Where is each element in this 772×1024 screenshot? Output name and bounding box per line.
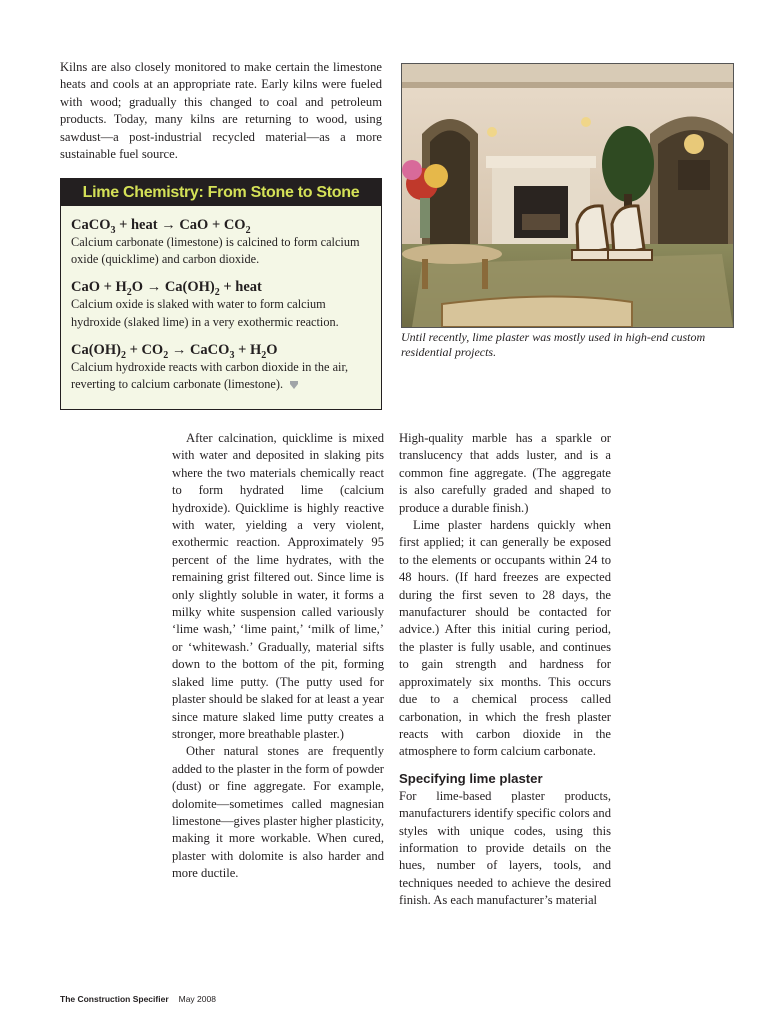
equation-calcination-description: Calcium carbonate (limestone) is calcined to form calcium oxide (quicklime) and carbon dioxide.: [71, 235, 360, 267]
end-of-section-shield-icon: [289, 377, 299, 394]
issue-date: May 2008: [178, 994, 216, 1004]
lime-chemistry-sidebar: [60, 178, 382, 410]
intro-paragraph: Kilns are also closely monitored to make certain the limestone heats and cools at an appropriate rate. Early kilns were fueled with wood; gradually this changed to coal and petroleum products. Today, many kilns are returning to wood, using sawdust—a post-industrial recycled material—as a more sustainable fuel source.: [60, 60, 382, 162]
body-paragraph: High-quality marble has a sparkle or translucency that adds luster, and is a common fine aggregate. (The aggregate is also carefully graded and shaped to produce a durable finish.): [399, 431, 611, 515]
equation-slaking: CaO + $H_2O \to Ca(OH)_2$ + heat: [71, 279, 262, 299]
body-column-right: [399, 430, 611, 910]
equation-slaking-description: Calcium oxide is slaked with water to form calcium hydroxide (slaked lime) in a very exothermic reaction.: [71, 297, 339, 329]
equation-calcination: CaCO$_3$ + heat → CaO + $CO_2$: [71, 217, 251, 236]
page-footer: [60, 994, 216, 1004]
body-paragraph: For lime-based plaster products, manufacturers identify specific colors and styles with unique codes, using this information to provide details on the hues, number of layers, tools, and techniques needed to achieve the desired finish. As each manufacturer’s material: [399, 788, 611, 908]
photo-caption: Until recently, lime plaster was mostly used in high-end custom residential projects.: [401, 330, 706, 359]
body-paragraph: Other natural stones are frequently added to the plaster in the form of powder (dust) or fine aggregate. For example, dolomite—sometimes called magnesian limestone—gives plaster higher plasticity, making it more workable. When cured, plaster with dolomite is also harder and more ductile.: [172, 744, 384, 881]
equation-carbonation: $Ca(OH)_2 + CO_2$ → CaCO$_3$ + $H_2O$: [71, 341, 278, 361]
publication-name: The Construction Specifier: [60, 994, 169, 1004]
interior-photo: [401, 63, 734, 328]
body-column-left: [172, 430, 384, 883]
body-paragraph: Lime plaster hardens quickly when first applied; it can generally be exposed to the elements or occupants within 24 to 48 hours. (If hard freezes are expected during the first seven to 28 days, the manufacturer should be contacted for advice.) After this initial curing period, the plaster is fully usable, and continues to gain strength and hardness for approximately six months. This occurs due to a chemical process called carbonation, in which the fresh plaster reacts with carbon dioxide in the atmosphere to form calcium carbonate.: [399, 518, 611, 759]
section-subheading: Specifying lime plaster: [399, 770, 543, 786]
sidebar-title: Lime Chemistry: From Stone to Stone: [61, 179, 381, 206]
equation-carbonation-description: Calcium hydroxide reacts with carbon dioxide in the air, reverting to calcium carbonate (limestone).: [61, 359, 381, 394]
body-paragraph: After calcination, quicklime is mixed with water and deposited in slaking pits where the two materials chemically react to form hydrated lime (calcium hydroxide). Quicklime is highly reactive with water, yielding a very violent, exothermic reaction. Approximately 95 percent of the lime hydrates, with the remaining grist filtered out. Since lime is only slightly soluble in water, it forms a milky white suspension called variously ‘lime wash,’ ‘lime paint,’ ‘milk of lime,’ or ‘whitewash.’ Gradually, material sifts down to the bottom of the pit, forming slaked lime putty. (The putty used for plaster should be slaked for at least a year since mature slaked lime putty creates a stronger, more breathable plaster.): [172, 431, 384, 741]
